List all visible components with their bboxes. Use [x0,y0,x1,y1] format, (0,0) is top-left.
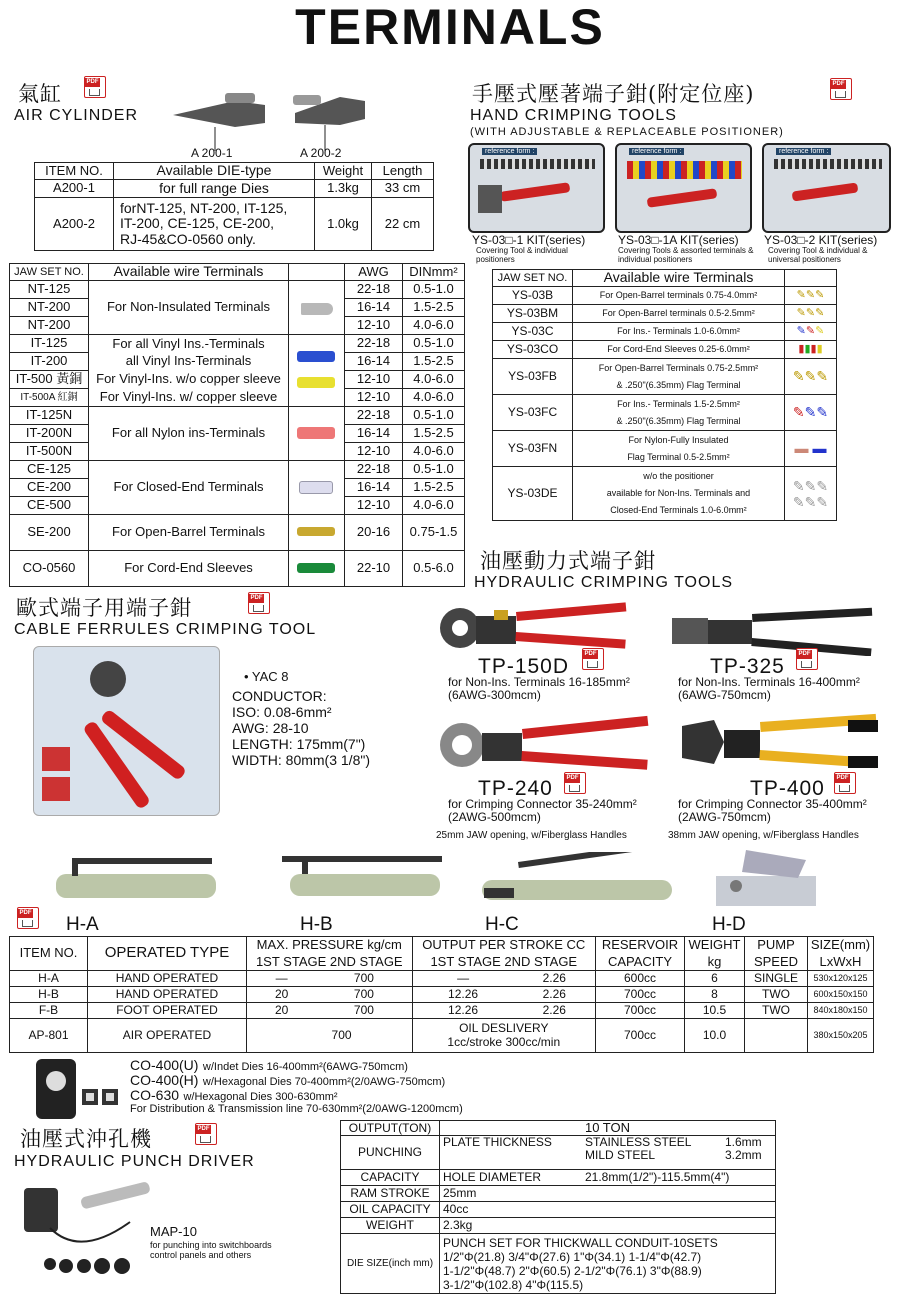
terminal-image: ✎✎✎ [785,359,837,395]
table-cell: w/o the positioner available for Non-Ins. Terminals and Closed-End Terminals 1.0-6.0mm² [573,467,785,521]
table-cell: OIL CAPACITY [341,1202,440,1218]
table-cell: 0.5-1.0 [403,281,465,299]
table-cell: 25mm [440,1186,776,1202]
heads-line-4: For Distribution & Transmission line 70-630mm²(2/0AWG-1200mcm) [130,1103,463,1115]
tp325-image [668,606,883,656]
hand-crimping-zh: 手壓式壓著端子鉗(附定位座) [472,82,755,106]
table-cell: 0.5-6.0 [403,551,465,587]
pdf-icon[interactable]: PDF [834,772,856,794]
terminal-image [289,335,345,407]
table-cell: CE-200 [10,479,89,497]
table-cell: IT-500 黃銅 [10,371,89,389]
th-image [289,264,345,281]
th-size: SIZE(mm) [808,937,874,954]
th-awg: AWG [345,264,403,281]
model-a200-1: A 200-1 [191,146,233,160]
th-terminals: Available wire Terminals [89,264,289,281]
table-cell: 2.3kg [440,1218,776,1234]
heads-line-3: CO-630 w/Hexagonal Dies 300-630mm² [130,1087,338,1103]
terminal-image: ✎✎✎ [785,305,837,323]
tp400-desc: for Crimping Connector 35-400mm² (2AWG-750mcm) [678,797,867,824]
terminal-image [289,281,345,335]
kit-photo-3: reference form : [762,143,891,233]
table-cell: For Cord-End Sleeves 0.25-6.0mm² [573,341,785,359]
th-reservoir-sub: CAPACITY [596,954,685,971]
table-cell: For Open-Barrel Terminals [89,515,289,551]
table-cell: For Vinyl-Ins. w/ copper sleeve [89,389,289,407]
terminal-image: ✎✎✎ [785,395,837,431]
th-weight-sub: kg [685,954,745,971]
table-cell: CE-125 [10,461,89,479]
table-cell: 0.75-1.5 [403,515,465,551]
table-cell: 1.0kg [315,198,372,251]
pdf-icon[interactable]: PDF [248,592,270,614]
pump-image-hc [478,852,678,912]
table-cell: 22 cm [372,198,434,251]
table-cell: 4.0-6.0 [403,389,465,407]
hand-crimping-sub: (WITH ADJUSTABLE & REPLACEABLE POSITIONER) [470,126,784,138]
table-cell: For all Nylon ins-Terminals [89,407,289,461]
terminal-image: ▬ ▬ [785,431,837,467]
th-image [785,270,837,287]
table-cell: For Closed-End Terminals [89,461,289,515]
terminal-image [289,461,345,515]
air-cylinder-zh: 氣缸 [18,82,62,106]
table-cell: 1.5-2.5 [403,353,465,371]
pump-label-ha: H-A [66,914,99,935]
heads-line-1: CO-400(U) w/Indet Dies 16-400mm²(6AWG-750mcm) [130,1057,408,1073]
table-cell: 4.0-6.0 [403,443,465,461]
table-cell: forNT-125, NT-200, IT-125, IT-200, CE-125, CE-200, RJ-45&CO-0560 only. [114,198,315,251]
air-cylinder-table [34,162,434,251]
kit-desc-3: Covering Tool & individual & universal positioners [768,246,868,264]
terminal-image [289,551,345,587]
table-cell: For Open-Barrel terminals 0.5-2.5mm² [573,305,785,323]
table-cell: YS-03CO [493,341,573,359]
table-cell: OUTPUT(TON) [341,1121,440,1136]
th-pump-sub: SPEED [745,954,808,971]
ys-jaw-table [492,269,837,521]
table-cell: NT-200 [10,317,89,335]
table-cell: YS-03C [493,323,573,341]
table-row: H-B HAND OPERATED 20 700 12.26 2.26 700cc 8 TWO 600x150x150 [10,987,874,1003]
table-cell: PUNCH SET FOR THICKWALL CONDUIT-10SETS 1/2"Φ(21.8) 3/4"Φ(27.6) 1"Φ(34.1) 1-1/4"Φ(42.7) 1-1/2"Φ(48.7) 2"Φ(60.5) 2-1/2"Φ(76.1) 3"Φ(88.9) 3-1/2"Φ(102.8) 4"Φ(115.5) [440,1234,776,1294]
table-cell: 4.0-6.0 [403,317,465,335]
table-cell: 12-10 [345,389,403,407]
kit-desc-1: Covering Tool & individual positioners [476,246,568,264]
ferrule-en: CABLE FERRULES CRIMPING TOOL [14,621,317,638]
page-title: TERMINALS [295,0,605,55]
th-jaw: JAW SET NO. [493,270,573,287]
table-cell: YS-03BM [493,305,573,323]
pump-image-ha [48,852,228,904]
table-cell: YS-03FN [493,431,573,467]
table-cell: NT-125 [10,281,89,299]
table-cell: NT-200 [10,299,89,317]
jaw-set-table [9,263,465,587]
table-cell: IT-500A 紅銅 [10,389,89,407]
ferrule-zh: 歐式端子用端子鉗 [16,596,192,620]
terminal-image: ✎✎✎ [785,287,837,305]
pump-label-hc: H-C [485,914,519,935]
table-cell: CO-0560 [10,551,89,587]
hydraulic-en: HYDRAULIC CRIMPING TOOLS [474,574,734,591]
kit-desc-2: Covering Tools & assorted terminals & individual positioners [618,246,754,264]
table-cell: IT-125 [10,335,89,353]
terminal-image: ✎✎✎ ✎✎✎ [785,467,837,521]
table-cell: 10 TON [440,1121,776,1136]
th-die: Available DIE-type [114,163,315,180]
table-cell: 16-14 [345,353,403,371]
th-din: DINmm² [403,264,465,281]
table-cell: 1.5-2.5 [403,299,465,317]
th-type: OPERATED TYPE [88,937,247,971]
table-cell: YS-03DE [493,467,573,521]
th-length: Length [372,163,434,180]
kit-name-1: YS-03□-1 KIT(series) [472,233,586,247]
table-cell: 12-10 [345,371,403,389]
table-cell: A200-2 [35,198,114,251]
th-pressure-sub: 1ST STAGE 2ND STAGE [247,954,413,971]
tp150d-name: TP-150D [478,655,570,678]
th-reservoir: RESERVOIR [596,937,685,954]
tp240-image [436,715,656,775]
pdf-icon[interactable]: PDF [564,772,586,794]
table-cell: RAM STROKE [341,1186,440,1202]
table-cell: WEIGHT [341,1218,440,1234]
table-cell: PUNCHING [341,1136,440,1170]
table-cell: IT-125N [10,407,89,425]
table-cell: 40cc [440,1202,776,1218]
table-cell: 1.3kg [315,180,372,198]
table-cell: DIE SIZE(inch mm) [341,1234,440,1294]
table-cell: IT-200N [10,425,89,443]
ferrule-model: • YAC 8 [244,669,289,684]
table-cell: SE-200 [10,515,89,551]
table-cell: For Cord-End Sleeves [89,551,289,587]
table-cell: For Vinyl-Ins. w/o copper sleeve [89,371,289,389]
th-size-sub: LxWxH [808,954,874,971]
pdf-icon[interactable]: PDF [582,648,604,670]
th-pump: PUMP [745,937,808,954]
table-cell: 16-14 [345,299,403,317]
terminal-image: ✎✎✎ [785,323,837,341]
air-cylinder-en: AIR CYLINDER [14,107,139,124]
ferrule-tool-photo [33,646,220,816]
table-cell: For all Vinyl Ins.-Terminals [89,335,289,353]
table-cell: For Open-Barrel terminals 0.75-4.0mm² [573,287,785,305]
table-cell: 1.5-2.5 [403,425,465,443]
table-cell: YS-03B [493,287,573,305]
table-cell: 22-18 [345,281,403,299]
pump-label-hd: H-D [712,914,746,935]
table-cell: For Ins.- Terminals 1.5-2.5mm² & .250"(6.35mm) Flag Terminal [573,395,785,431]
table-cell: For Ins.- Terminals 1.0-6.0mm² [573,323,785,341]
punch-zh: 油壓式沖孔機 [20,1127,152,1151]
table-cell: IT-500N [10,443,89,461]
pdf-icon[interactable]: PDF [830,78,852,100]
th-weight: Weight [315,163,372,180]
hydraulic-zh: 油壓動力式端子鉗 [480,549,656,573]
table-cell: 0.5-1.0 [403,407,465,425]
table-cell: 16-14 [345,479,403,497]
table-cell: A200-1 [35,180,114,198]
table-cell: 22-18 [345,335,403,353]
pump-label-hb: H-B [300,914,333,935]
pdf-icon[interactable]: PDF [796,648,818,670]
table-cell: 22-10 [345,551,403,587]
table-cell: 1.5-2.5 [403,479,465,497]
crimping-head-image [32,1055,124,1125]
pdf-icon[interactable]: PDF [195,1123,217,1145]
pdf-icon[interactable]: PDF [84,76,106,98]
kit-name-3: YS-03□-2 KIT(series) [764,233,878,247]
model-a200-2: A 200-2 [300,146,342,160]
tp150d-desc: for Non-Ins. Terminals 16-185mm² (6AWG-300mcm) [448,675,630,702]
th-output: OUTPUT PER STROKE CC [412,937,595,954]
kit-name-2: YS-03□-1A KIT(series) [618,233,739,247]
table-cell: 0.5-1.0 [403,461,465,479]
table-cell: For Nylon-Fully Insulated Flag Terminal 0.5-2.5mm² [573,431,785,467]
table-cell: 12-10 [345,317,403,335]
table-cell: IT-200 [10,353,89,371]
th-output-sub: 1ST STAGE 2ND STAGE [412,954,595,971]
terminal-image [289,407,345,461]
table-cell: 33 cm [372,180,434,198]
tp240-name: TP-240 [478,777,553,800]
table-cell: CE-500 [10,497,89,515]
hand-crimping-en: HAND CRIMPING TOOLS [470,107,677,124]
th-weight: WEIGHT [685,937,745,954]
terminal-image [289,515,345,551]
table-cell: all Vinyl Ins-Terminals [89,353,289,371]
punch-model: MAP-10 [150,1224,197,1239]
table-cell: YS-03FB [493,359,573,395]
ferrule-specs: CONDUCTOR: ISO: 0.08-6mm² AWG: 28-10 LENGTH: 175mm(7") WIDTH: 80mm(3 1/8") [232,688,370,768]
punch-desc: for punching into switchboards control panels and others [150,1240,272,1260]
table-cell: 0.5-1.0 [403,335,465,353]
table-cell: 20-16 [345,515,403,551]
pdf-icon[interactable]: PDF [17,907,39,929]
table-cell: For Non-Insulated Terminals [89,281,289,335]
tp400-name: TP-400 [750,777,825,800]
table-cell: CAPACITY [341,1170,440,1186]
table-cell: 4.0-6.0 [403,371,465,389]
tp240-note: 25mm JAW opening, w/Fiberglass Handles [436,830,627,841]
table-cell: 12-10 [345,497,403,515]
tp150d-image [436,600,636,656]
th-pressure: MAX. PRESSURE kg/cm [247,937,413,954]
air-cylinder-image [165,83,395,153]
pump-table [9,936,874,1053]
th-terminals: Available wire Terminals [573,270,785,287]
table-cell: HOLE DIAMETER 21.8mm(1/2")-115.5mm(4") [440,1170,776,1186]
table-cell: 16-14 [345,425,403,443]
table-cell: 4.0-6.0 [403,497,465,515]
pump-image-hb [282,852,452,902]
th-item: ITEM NO. [35,163,114,180]
table-cell: for full range Dies [114,180,315,198]
punch-driver-image [20,1168,160,1286]
punch-spec-table [340,1120,776,1294]
tp400-image [678,712,883,772]
th-item: ITEM NO. [10,937,88,971]
table-row: F-B FOOT OPERATED 20 700 12.26 2.26 700cc 10.5 TWO 840x180x150 [10,1003,874,1019]
table-cell: For Open-Barrel Terminals 0.75-2.5mm² & .250"(6.35mm) Flag Terminal [573,359,785,395]
kit-photo-2: reference form : [615,143,752,233]
terminal-image: ▮▮▮▮ [785,341,837,359]
table-cell: YS-03FC [493,395,573,431]
table-cell: 22-18 [345,407,403,425]
pump-image-hd [706,846,826,912]
tp325-name: TP-325 [710,655,785,678]
table-cell: PLATE THICKNESS STAINLESS STEEL 1.6mm MILD STEEL 3.2mm [440,1136,776,1170]
table-cell: 22-18 [345,461,403,479]
kit-photo-1: reference form : [468,143,605,233]
table-row: H-A HAND OPERATED — 700 — 2.26 600cc 6 SINGLE 530x120x125 [10,971,874,987]
tp325-desc: for Non-Ins. Terminals 16-400mm² (6AWG-750mcm) [678,675,860,702]
tp400-note: 38mm JAW opening, w/Fiberglass Handles [668,830,859,841]
table-cell: 12-10 [345,443,403,461]
table-row: AP-801 AIR OPERATED 700 OIL DESLIVERY 1cc/stroke 300cc/min 700cc 10.0 380x150x205 [10,1019,874,1053]
th-jaw: JAW SET NO. [10,264,89,281]
heads-line-2: CO-400(H) w/Hexagonal Dies 70-400mm²(2/0AWG-750mcm) [130,1072,446,1088]
tp240-desc: for Crimping Connector 35-240mm² (2AWG-500mcm) [448,797,637,824]
punch-en: HYDRAULIC PUNCH DRIVER [14,1153,255,1170]
